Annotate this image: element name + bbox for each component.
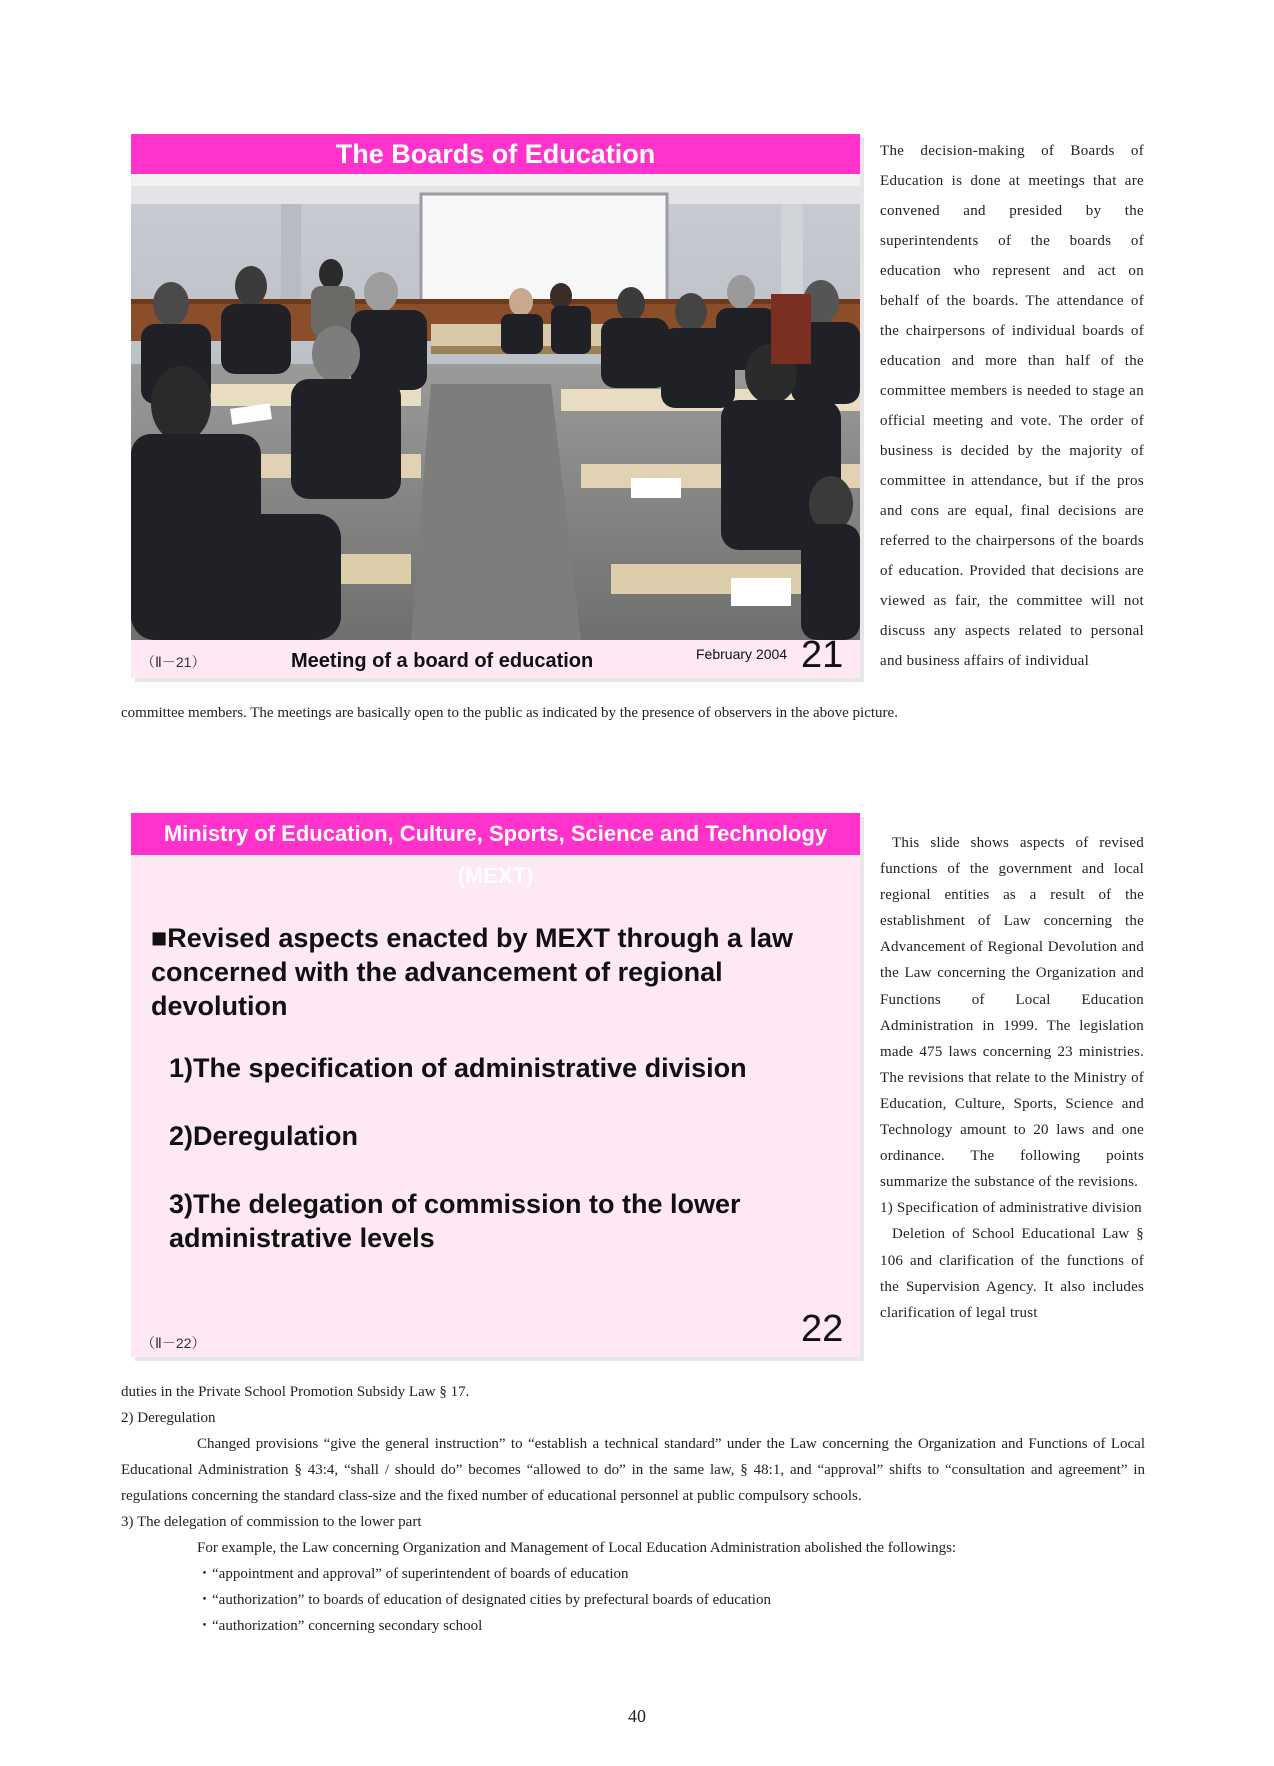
page-number: 40 xyxy=(628,1706,646,1726)
body-text xyxy=(121,1379,1145,1639)
slide-22-heading: ■Revised aspects enacted by MEXT through a law concerned with the advancement of regional devolution xyxy=(151,923,793,1021)
body-line-1: duties in the Private School Promotion Subsidy Law § 17. xyxy=(121,1384,470,1400)
bullet-2: ・“authorization” to boards of education of designated cities by prefectural boards of education xyxy=(197,1592,771,1608)
slide-22-description-main: This slide shows aspects of revised functions of the government and local regional entities as a result of the establishment of Law concerning the Advancement of Regional Devolution and the Law concerning the Organization and Functions of Local Education Administration in 1999. The legislation made 475 laws concerning 23 ministries. The revisions that relate to the Ministry of Education, Culture, Sports, Science and Technology amount to 20 laws and one ordinance. The following points summarize the substance of the revisions. xyxy=(880,835,1144,1191)
slide-22-item-2: 2)Deregulation xyxy=(169,1121,359,1151)
slide-22-number: 22 xyxy=(801,1308,844,1350)
slide-21-date: February 2004 xyxy=(696,646,788,662)
body-line-2: 2) Deregulation xyxy=(121,1410,216,1426)
body-line-3: 3) The delegation of commission to the lower part xyxy=(121,1514,422,1530)
body-line-4: For example, the Law concerning Organization and Management of Local Education Administration abolished the followings: xyxy=(197,1540,957,1556)
slide-22-item-3: 3)The delegation of commission to the lower administrative levels xyxy=(169,1189,741,1253)
slide-21-description: The decision-making of Boards of Education is done at meetings that are convened and presided by the superintendents of the boards of education who represent and act on behalf of the boards. The attendance of the chairpersons of individual boards of education and more than half of the committee members is needed to stage an official meeting and vote. The order of business is decided by the majority of committee in attendance, but if the pros and cons are equal, final decisions are referred to the chairpersons of the boards of education. Provided that decisions are viewed as fair, the committee will not discuss any aspects related to personal and business affairs of individual xyxy=(880,143,1144,669)
bullet-3: ・“authorization” concerning secondary school xyxy=(197,1618,483,1634)
slide-22 xyxy=(131,813,860,1357)
slide-21-caption: Meeting of a board of education xyxy=(291,650,594,672)
slide-22-label: （Ⅱ－22） xyxy=(141,1335,206,1351)
body-paragraph: Changed provisions “give the general instruction” to “establish a technical standard” under the Law concerning the Organization and Functions of Local Educational Administration § 43:4, “shall / should do” becomes “allowed to do” in the same law, § 48:1, and “approval” shifts to “consultation and agreement” in regulations concerning the standard class-size and the fixed number of educational personnel at public compulsory schools. xyxy=(121,1436,1145,1504)
slide-22-point-1: 1) Specification of administrative division xyxy=(880,1200,1142,1217)
meeting-photo xyxy=(131,174,860,640)
slide-21-description-tail: committee members. The meetings are basically open to the public as indicated by the presence of observers in the above picture. xyxy=(121,705,898,721)
slide-22-item-1: 1)The specification of administrative division xyxy=(169,1053,747,1083)
slide-21-label: （Ⅱ－21） xyxy=(141,654,206,670)
slide-21-title: The Boards of Education xyxy=(131,134,860,174)
bullet-1: ・“appointment and approval” of superintendent of boards of education xyxy=(197,1566,629,1582)
slide-22-point-1-text: Deletion of School Educational Law § 106 and clarification of the functions of the Supervision Agency. It also includes clarification of legal trust xyxy=(880,1226,1144,1321)
slide-22-title: Ministry of Education, Culture, Sports, Science and Technology (MEXT) xyxy=(131,813,860,855)
slide-21 xyxy=(131,134,860,678)
slide-21-number: 21 xyxy=(801,634,844,676)
slide-22-description xyxy=(880,830,1144,1326)
